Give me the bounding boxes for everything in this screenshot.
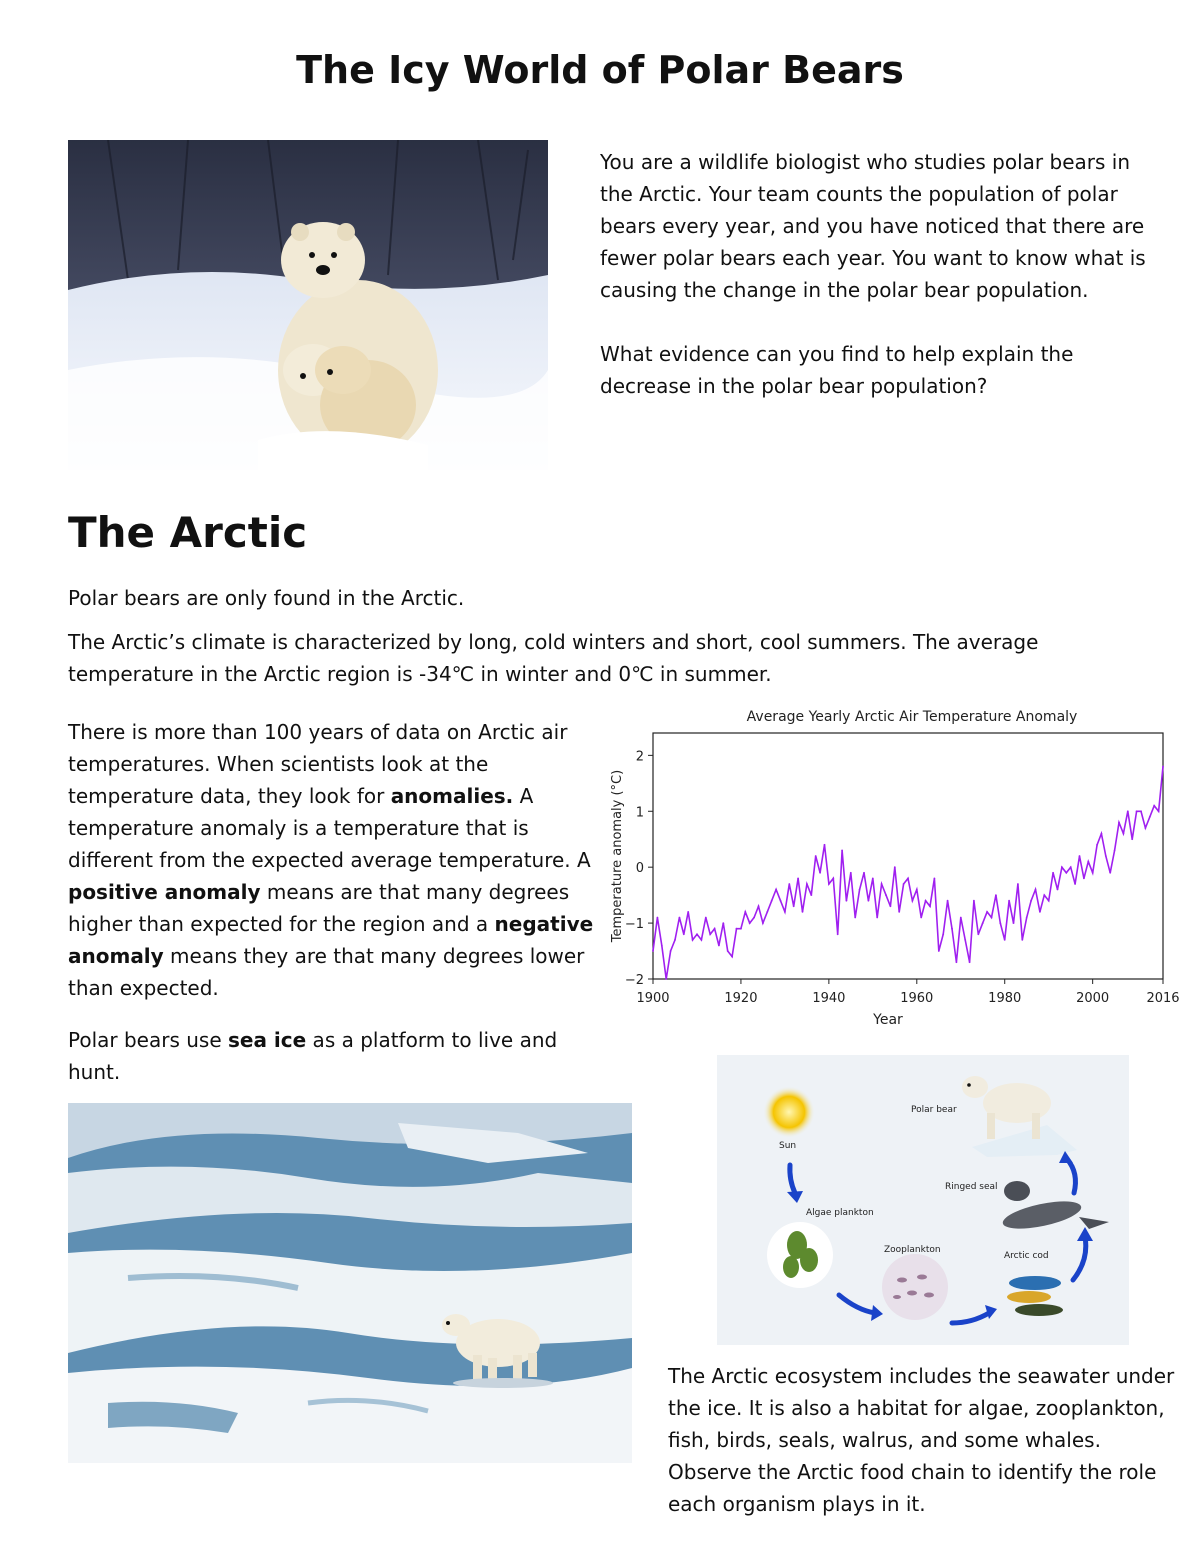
y-tick-label: 1 [635, 805, 644, 821]
data-point [964, 939, 966, 941]
data-point [714, 928, 716, 930]
data-point [929, 905, 931, 907]
data-point [679, 917, 681, 919]
arctic-paragraph-1: Polar bears are only found in the Arctic. [68, 586, 465, 610]
data-point [1127, 810, 1129, 812]
data-point [1004, 939, 1006, 941]
data-point [1131, 838, 1133, 840]
data-point [846, 900, 848, 902]
data-point [999, 922, 1001, 924]
data-point [670, 950, 672, 952]
data-point [824, 844, 826, 846]
arrow-algae-to-zooplankton [839, 1295, 875, 1313]
data-point [841, 850, 843, 852]
data-point [1070, 866, 1072, 868]
data-point [740, 928, 742, 930]
negative-anomaly-term: negative anomaly [68, 912, 594, 968]
data-point [934, 878, 936, 880]
sea-ice-paragraph [68, 1024, 613, 1088]
data-point [1087, 861, 1089, 863]
data-point [744, 911, 746, 913]
data-point [1013, 922, 1015, 924]
data-point [1092, 872, 1094, 874]
data-point [1017, 883, 1019, 885]
ringed-seal-label: Ringed seal [945, 1182, 998, 1192]
sea-ice-text-c: as a platform to live and hunt. [68, 1028, 558, 1084]
data-point [1079, 855, 1081, 857]
data-point [674, 939, 676, 941]
data-point [696, 933, 698, 935]
data-point [1021, 939, 1023, 941]
data-point [894, 866, 896, 868]
data-point [1008, 900, 1010, 902]
data-point [925, 900, 927, 902]
y-tick-label: 0 [635, 861, 644, 877]
data-point [912, 900, 914, 902]
data-point [850, 872, 852, 874]
data-point [1065, 872, 1067, 874]
data-point [1118, 822, 1120, 824]
sun-label: Sun [779, 1141, 797, 1151]
data-point [916, 889, 918, 891]
temperature-anomaly-chart [598, 700, 1188, 1040]
data-point [687, 911, 689, 913]
data-point [898, 911, 900, 913]
arctic-food-chain-diagram [717, 1055, 1129, 1345]
anomaly-text-a: There is more than 100 years of data on Arctic air temperatures. When scientists look at the temperature data, they look for [68, 720, 568, 808]
data-point [758, 905, 760, 907]
data-point [942, 933, 944, 935]
polar-bear-icon [962, 1076, 1051, 1139]
data-point [890, 905, 892, 907]
data-point [1114, 850, 1116, 852]
data-point [657, 917, 659, 919]
data-point [793, 905, 795, 907]
x-ticks [636, 979, 1179, 1006]
page-title: The Icy World of Polar Bears [296, 48, 904, 92]
data-point [995, 894, 997, 896]
sun-icon [763, 1086, 815, 1138]
data-point [1026, 917, 1028, 919]
data-point [991, 917, 993, 919]
anomalies-term: anomalies. [390, 784, 514, 808]
anomaly-series-line [653, 767, 1163, 980]
data-point [951, 928, 953, 930]
data-point [859, 889, 861, 891]
anomaly-text-c: A temperature anomaly is a temperature that is different from the expected average temperature. A [68, 784, 591, 872]
arrow-zooplankton-to-cod [952, 1313, 989, 1323]
data-point [797, 878, 799, 880]
data-point [771, 900, 773, 902]
polar-bear-family-photo [68, 140, 548, 470]
y-axis-label: Temperature anomaly (°C) [610, 769, 625, 943]
data-point [920, 917, 922, 919]
data-point [749, 922, 751, 924]
data-point [705, 917, 707, 919]
x-tick-label: 1920 [724, 991, 758, 1006]
data-point [1105, 855, 1107, 857]
data-points [652, 766, 1164, 980]
data-point [722, 922, 724, 924]
data-point [701, 939, 703, 941]
plot-frame [653, 733, 1163, 979]
arrowhead-icon [1077, 1227, 1093, 1241]
data-point [863, 872, 865, 874]
data-point [1035, 889, 1037, 891]
data-point [665, 978, 667, 980]
data-point [1048, 900, 1050, 902]
data-point [806, 883, 808, 885]
data-point [868, 900, 870, 902]
arrow-sun-to-algae [790, 1165, 795, 1193]
data-point [661, 945, 663, 947]
data-point [815, 855, 817, 857]
data-point [1149, 816, 1151, 818]
data-point [1145, 827, 1147, 829]
arctic-cod-icon [1007, 1276, 1063, 1316]
y-tick-label: −1 [624, 917, 644, 933]
y-tick-label: 2 [635, 749, 644, 765]
data-point [938, 950, 940, 952]
data-point [1162, 766, 1164, 768]
data-point [810, 894, 812, 896]
positive-anomaly-term: positive anomaly [68, 880, 261, 904]
data-point [819, 872, 821, 874]
data-point [1039, 911, 1041, 913]
ringed-seal-icon [1001, 1181, 1109, 1234]
data-point [652, 950, 654, 952]
algae-label: Algae plankton [806, 1208, 874, 1218]
data-point [775, 889, 777, 891]
data-point [960, 917, 962, 919]
anomaly-text-e: means they are that many degrees lower than expected. [68, 944, 585, 1000]
data-point [881, 883, 883, 885]
data-point [947, 900, 949, 902]
data-point [784, 911, 786, 913]
x-axis-label: Year [873, 1012, 903, 1028]
polar-bear-sea-ice-photo [68, 1103, 632, 1463]
data-point [1043, 894, 1045, 896]
data-point [876, 917, 878, 919]
data-point [903, 883, 905, 885]
data-point [753, 917, 755, 919]
data-point [788, 883, 790, 885]
data-point [683, 933, 685, 935]
chart-title: Average Yearly Arctic Air Temperature Anomaly [746, 709, 1078, 725]
anomaly-text-d: means are that many degrees higher than expected for the region and a [68, 880, 570, 936]
data-point [885, 894, 887, 896]
intro-question: What evidence can you find to help explain the decrease in the polar bear population? [600, 342, 1074, 398]
data-point [718, 945, 720, 947]
x-tick-label: 1960 [900, 991, 934, 1006]
data-point [709, 933, 711, 935]
data-point [766, 911, 768, 913]
data-point [727, 950, 729, 952]
sea-ice-term: sea ice [228, 1028, 307, 1052]
y-tick-label: −2 [624, 973, 644, 988]
arrowhead-icon [871, 1305, 883, 1321]
data-point [969, 961, 971, 963]
arrow-seal-to-bear [1067, 1159, 1075, 1193]
data-point [1074, 883, 1076, 885]
data-point [872, 878, 874, 880]
data-point [802, 911, 804, 913]
data-point [736, 928, 738, 930]
data-point [956, 961, 958, 963]
data-point [780, 900, 782, 902]
data-point [1057, 889, 1059, 891]
data-point [731, 956, 733, 958]
y-ticks [625, 749, 653, 988]
arrow-cod-to-seal [1073, 1237, 1086, 1280]
data-point [762, 922, 764, 924]
x-tick-label: 1900 [636, 991, 670, 1006]
data-point [1083, 878, 1085, 880]
ecosystem-paragraph: The Arctic ecosystem includes the seawater under the ice. It is also a habitat for algae, zooplankton, fish, birds, seals, walrus, and some whales. Observe the Arctic food chain to identify the role each organism plays in it. [668, 1364, 1175, 1516]
chart-svg [598, 700, 1188, 1040]
arctic-cod-label: Arctic cod [1004, 1251, 1049, 1261]
data-point [1158, 810, 1160, 812]
data-point [1153, 805, 1155, 807]
data-point [986, 911, 988, 913]
data-point [1101, 833, 1103, 835]
data-point [832, 878, 834, 880]
data-point [854, 917, 856, 919]
data-point [1052, 872, 1054, 874]
data-point [837, 933, 839, 935]
zooplankton-label: Zooplankton [884, 1245, 941, 1255]
data-point [907, 878, 909, 880]
intro-paragraph: You are a wildlife biologist who studies polar bears in the Arctic. Your team counts the population of polar bears every year, and you have noticed that there are fewer polar bears each year. You want to know what is causing the change in the polar bear population. [600, 150, 1146, 302]
data-point [692, 939, 694, 941]
data-point [828, 883, 830, 885]
data-point [973, 900, 975, 902]
x-tick-label: 2016 [1146, 991, 1180, 1006]
section-heading-arctic: The Arctic [68, 508, 308, 557]
polar-bear-label: Polar bear [911, 1105, 957, 1115]
x-tick-label: 1980 [988, 991, 1022, 1006]
sea-ice-text-a: Polar bears use [68, 1028, 228, 1052]
data-point [982, 922, 984, 924]
data-point [1123, 833, 1125, 835]
data-point [1140, 810, 1142, 812]
zooplankton-circle [882, 1254, 948, 1320]
data-point [1061, 866, 1063, 868]
data-point [1030, 900, 1032, 902]
x-tick-label: 2000 [1076, 991, 1110, 1006]
data-point [1096, 844, 1098, 846]
arrowhead-icon [787, 1191, 803, 1203]
x-tick-label: 1940 [812, 991, 846, 1006]
data-point [1109, 872, 1111, 874]
arctic-paragraph-2: The Arctic’s climate is characterized by long, cold winters and short, cool summers. The average temperature in the Arctic region is -34℃ in winter and 0℃ in summer. [68, 630, 1039, 686]
intro-text [600, 146, 1160, 434]
data-point [977, 933, 979, 935]
anomaly-paragraph [68, 716, 603, 1004]
data-point [1136, 810, 1138, 812]
